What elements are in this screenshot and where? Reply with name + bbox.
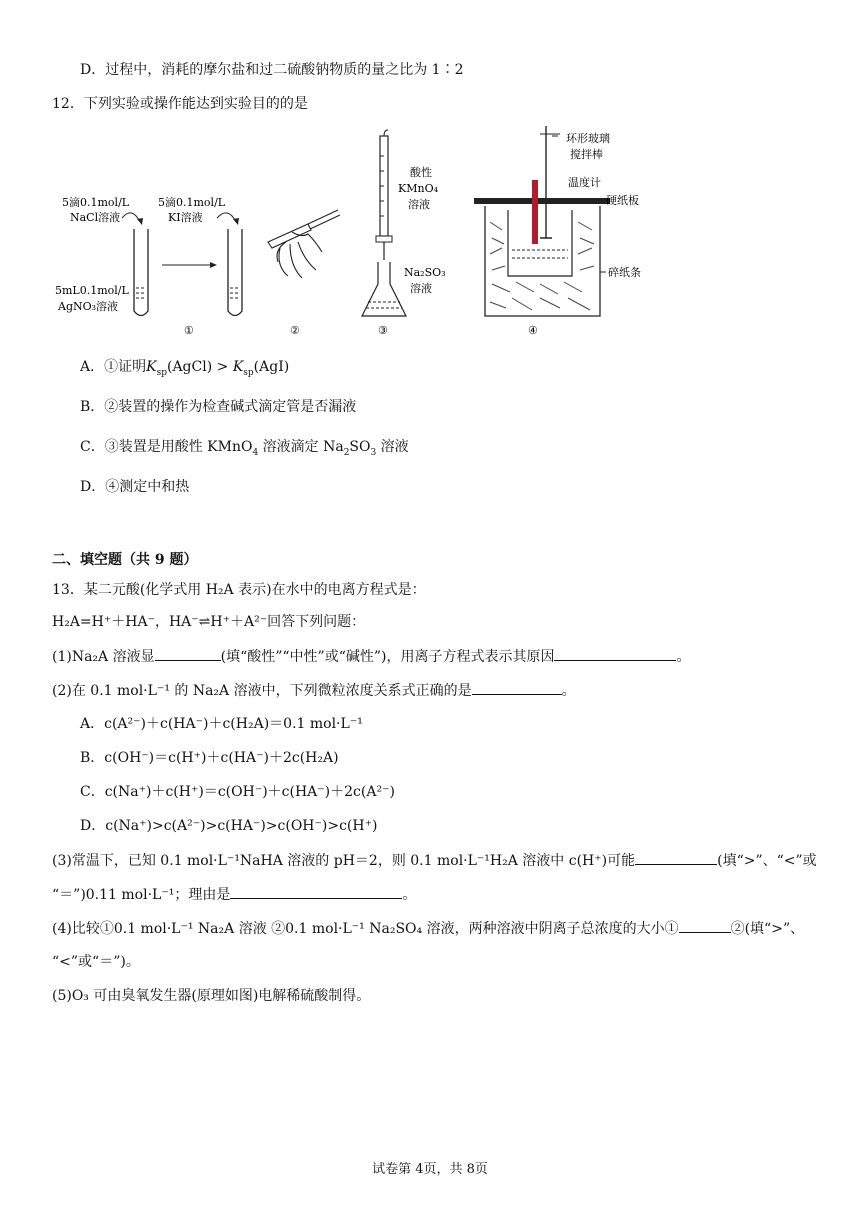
svg-text:NaCl溶液: NaCl溶液 [70,211,121,224]
q13-part3: (3)常温下，已知 0.1 mol·L⁻¹NaHA 溶液的 pH＝2，则 0.1 mol·L⁻¹H₂A 溶液中 c(H⁺)可能 (填“>”、“<”或 [52,850,817,871]
fig3-titration [362,130,446,337]
svg-text:5滴0.1mol/L: 5滴0.1mol/L [158,196,226,209]
q13-part1: (1)Na₂A 溶液显 (填“酸性”“中性”或“碱性”)，用离子方程式表示其原因 。 [52,646,690,667]
svg-text:搅拌棒: 搅拌棒 [570,148,603,161]
svg-text:KMnO₄: KMnO₄ [398,182,438,195]
q12-option-b: B．②装置的操作为检查碱式滴定管是否漏液 [80,399,357,415]
q13-part4: (4)比较①0.1 mol·L⁻¹ Na₂A 溶液 ②0.1 mol·L⁻¹ Na₂SO₄ 溶液，两种溶液中阴离子总浓度的大小① ②(填“>”、 [52,918,804,939]
svg-text:环形玻璃: 环形玻璃 [566,132,610,145]
q13-stem: 13．某二元酸(化学式用 H₂A 表示)在水中的电离方程式是： [52,582,426,598]
svg-text:碎纸条: 碎纸条 [608,266,641,279]
q11-option-d: D．过程中，消耗的摩尔盐和过二硫酸钠物质的量之比为 1∶2 [80,62,464,78]
fig2-burette-check [268,210,340,337]
q13-part2-option-c: C．c(Na⁺)＋c(H⁺)＝c(OH⁻)＋c(HA⁻)＋2c(A²⁻) [80,784,395,800]
svg-text:AgNO₃溶液: AgNO₃溶液 [58,300,119,313]
page-footer: 试卷第 4页，共 8页 [372,1162,488,1177]
q13-part2-option-a: A．c(A²⁻)＋c(HA⁻)＋c(H₂A)＝0.1 mol·L⁻¹ [80,716,363,732]
q12-option-a: A．①证明$K_{sp}(AgCl) > K_{sp}(AgI)$ [80,359,290,378]
q13-part2: (2)在 0.1 mol·L⁻¹ 的 Na₂A 溶液中，下列微粒浓度关系式正确的是 。 [52,680,576,701]
q13-part4-cont: “<”或“＝”)。 [52,954,140,970]
svg-text:Na₂SO₃: Na₂SO₃ [404,266,446,279]
svg-text:5mL0.1mol/L: 5mL0.1mol/L [55,284,129,297]
svg-text:②: ② [290,324,300,337]
fig4-calorimeter [474,126,641,337]
svg-text:④: ④ [528,324,538,337]
q13-equation: H₂A=H⁺＋HA⁻，HA⁻⇌H⁺＋A²⁻回答下列问题： [52,614,366,630]
svg-text:溶液: 溶液 [410,282,432,295]
svg-text:溶液: 溶液 [408,198,430,211]
section-2-heading: 二、填空题（共 9 题） [52,552,198,568]
q12-stem: 12．下列实验或操作能达到实验目的的是 [52,96,308,112]
q12-figure [40,126,680,344]
svg-text:硬纸板: 硬纸板 [606,194,639,207]
q13-part5: (5)O₃ 可由臭氧发生器(原理如图)电解稀硫酸制得。 [52,988,371,1004]
svg-text:①: ① [184,324,194,337]
q13-part2-option-d: D．c(Na⁺)>c(A²⁻)>c(HA⁻)>c(OH⁻)>c(H⁺) [80,818,378,834]
svg-text:温度计: 温度计 [568,176,601,189]
svg-text:KI溶液: KI溶液 [168,211,203,224]
q12-option-c: C．③装置是用酸性 KMnO$_4$ 溶液滴定 $Na_2SO_3$ 溶液 [80,439,409,458]
svg-text:5滴0.1mol/L: 5滴0.1mol/L [62,196,130,209]
q13-part2-option-b: B．c(OH⁻)＝c(H⁺)＋c(HA⁻)＋2c(H₂A) [80,750,339,766]
q13-part3-cont: “＝”)0.11 mol·L⁻¹；理由是 。 [52,884,416,905]
svg-text:③: ③ [378,324,388,337]
fig1-test-tubes [55,196,242,337]
svg-text:酸性: 酸性 [410,166,432,179]
q12-option-d: D．④测定中和热 [80,479,190,495]
